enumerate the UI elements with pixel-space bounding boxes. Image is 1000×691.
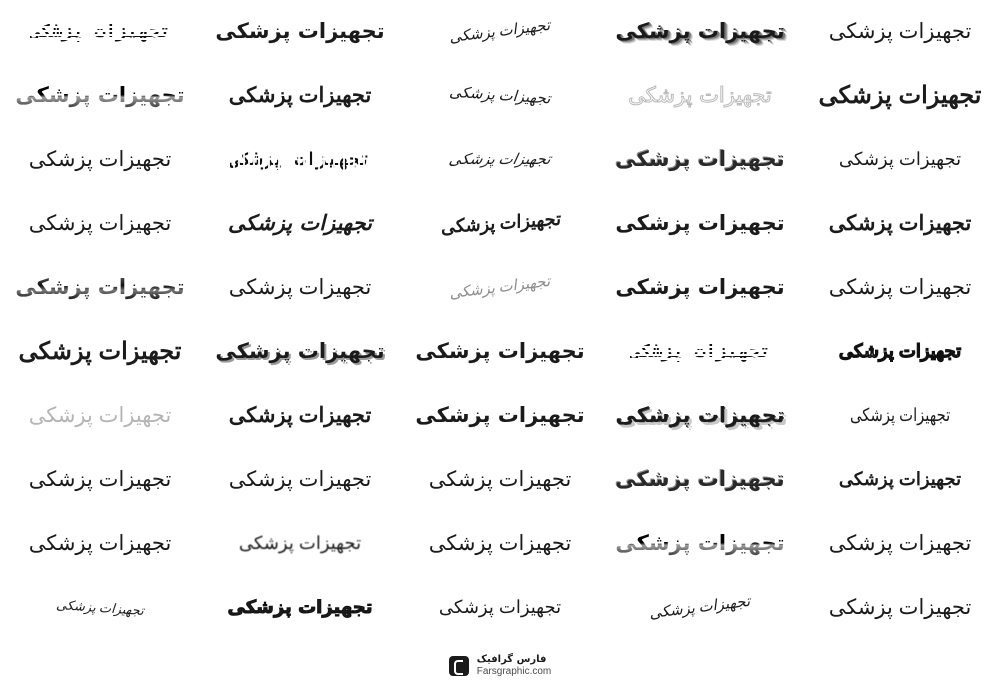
sample-cell <box>800 256 1000 320</box>
sample-cell <box>200 320 400 384</box>
sample-cell <box>0 192 200 256</box>
sample-cell <box>0 576 200 640</box>
footer-branding <box>0 640 1000 691</box>
sample-cell <box>200 576 400 640</box>
sample-text: تجهیزات پزشکی <box>415 403 585 428</box>
sample-cell <box>800 384 1000 448</box>
sample-cell <box>0 320 200 384</box>
sample-text: تجهیزات پزشکی <box>428 468 572 492</box>
sample-cell <box>600 448 800 512</box>
sample-cell <box>200 256 400 320</box>
sample-text: تجهیزات پزشکی <box>838 469 962 490</box>
sample-cell <box>400 384 600 448</box>
sample-text: تجهیزات پزشکی <box>18 337 182 365</box>
sample-text: تجهیزات پزشکی <box>615 211 785 236</box>
sample-cell <box>0 448 200 512</box>
sample-text: تجهیزات پزشکی <box>215 339 385 364</box>
sample-cell <box>200 192 400 256</box>
sample-cell <box>200 64 400 128</box>
sample-text: تجهیزات پزشکی <box>448 273 552 302</box>
sample-cell <box>600 384 800 448</box>
sample-cell <box>800 512 1000 576</box>
sample-cell <box>200 128 400 192</box>
brand-name-en: Farsgraphic.com <box>476 665 552 677</box>
sample-text: تجهیزات پزشکی <box>228 84 372 108</box>
sample-text: تجهیزات پزشکی <box>228 276 372 300</box>
sample-cell <box>200 0 400 64</box>
sample-text: تجهیزات پزشکی <box>428 532 572 556</box>
sample-text: تجهیزات پزشکی <box>828 532 972 556</box>
brand-text <box>477 654 551 677</box>
sample-cell <box>800 0 1000 64</box>
sample-text: تجهیزات پزشکی <box>615 467 785 492</box>
sample-text: تجهیزات پزشکی <box>615 531 785 556</box>
sample-cell <box>200 512 400 576</box>
sample-cell <box>0 64 200 128</box>
sample-cell <box>0 512 200 576</box>
sample-text: تجهیزات پزشکی <box>15 83 185 108</box>
sample-cell <box>400 64 600 128</box>
sample-text: تجهیزات پزشکی <box>615 275 785 300</box>
sample-cell <box>600 64 800 128</box>
sample-text: تجهیزات پزشکی <box>447 151 553 168</box>
sample-text: تجهیزات پزشکی <box>828 276 972 300</box>
sample-text: تجهیزات پزشکی <box>438 597 562 618</box>
sample-cell <box>400 320 600 384</box>
sample-text: تجهیزات پزشکی <box>227 597 373 619</box>
sample-text: تجهیزات پزشکی <box>629 341 771 363</box>
sample-text: تجهیزات پزشکی <box>828 20 972 44</box>
sample-cell <box>600 576 800 640</box>
sample-cell <box>800 192 1000 256</box>
sample-cell <box>400 0 600 64</box>
brand-name-fa: فارس گرافیک <box>476 654 547 665</box>
sample-text: تجهیزات پزشکی <box>29 21 171 43</box>
sample-text: تجهیزات پزشکی <box>818 81 982 109</box>
sample-text: تجهیزات پزشکی <box>28 468 172 492</box>
sample-text: تجهیزات پزشکی <box>227 211 373 236</box>
sample-text: تجهیزات پزشکی <box>828 596 972 620</box>
sample-cell <box>400 576 600 640</box>
sample-text: تجهیزات پزشکی <box>15 275 185 300</box>
sample-cell <box>200 448 400 512</box>
sample-cell <box>0 256 200 320</box>
sample-text: تجهیزات پزشکی <box>828 212 972 236</box>
sample-text: تجهیزات پزشکی <box>838 149 962 170</box>
sample-cell <box>600 512 800 576</box>
sample-cell <box>0 384 200 448</box>
sample-text: تجهیزات پزشکی <box>28 148 172 172</box>
sample-cell <box>600 0 800 64</box>
sample-text: تجهیزات پزشکی <box>229 149 371 171</box>
sample-text: تجهیزات پزشکی <box>838 341 962 362</box>
sample-text: تجهیزات پزشکی <box>28 404 172 428</box>
sample-text: تجهیزات پزشکی <box>849 405 951 426</box>
sample-text: تجهیزات پزشکی <box>228 468 372 492</box>
sample-text: تجهیزات پزشکی <box>615 19 785 44</box>
sample-cell <box>200 384 400 448</box>
sample-cell <box>800 64 1000 128</box>
sample-cell <box>400 512 600 576</box>
sample-cell <box>600 256 800 320</box>
sample-text: تجهیزات پزشکی <box>215 19 385 44</box>
sample-text: تجهیزات پزشکی <box>415 339 585 364</box>
sample-cell <box>800 128 1000 192</box>
sample-text: تجهیزات پزشکی <box>238 533 362 554</box>
sample-cell <box>400 192 600 256</box>
sample-cell <box>800 448 1000 512</box>
sample-cell <box>0 0 200 64</box>
sample-text: تجهیزات پزشکی <box>615 147 785 172</box>
sample-text: تجهیزات پزشکی <box>615 403 785 428</box>
sample-cell <box>400 256 600 320</box>
sample-cell <box>600 192 800 256</box>
sample-text: تجهیزات پزشکی <box>28 532 172 556</box>
sample-cell <box>600 320 800 384</box>
sample-cell <box>400 128 600 192</box>
sample-cell <box>800 320 1000 384</box>
farsgraphic-logo-icon <box>449 656 469 676</box>
sample-cell <box>600 128 800 192</box>
sample-text: تجهیزات پزشکی <box>448 84 552 108</box>
sample-text: تجهیزات پزشکی <box>628 83 772 108</box>
sample-cell <box>800 576 1000 640</box>
sample-text: تجهیزات پزشکی <box>55 596 145 618</box>
sample-text: تجهیزات پزشکی <box>437 208 563 238</box>
sample-text: تجهیزات پزشکی <box>228 404 372 428</box>
sample-text: تجهیزات پزشکی <box>648 593 752 622</box>
sample-text: تجهیزات پزشکی <box>448 17 552 46</box>
sample-cell <box>0 128 200 192</box>
sample-text: تجهیزات پزشکی <box>28 212 172 236</box>
sample-cell <box>400 448 600 512</box>
